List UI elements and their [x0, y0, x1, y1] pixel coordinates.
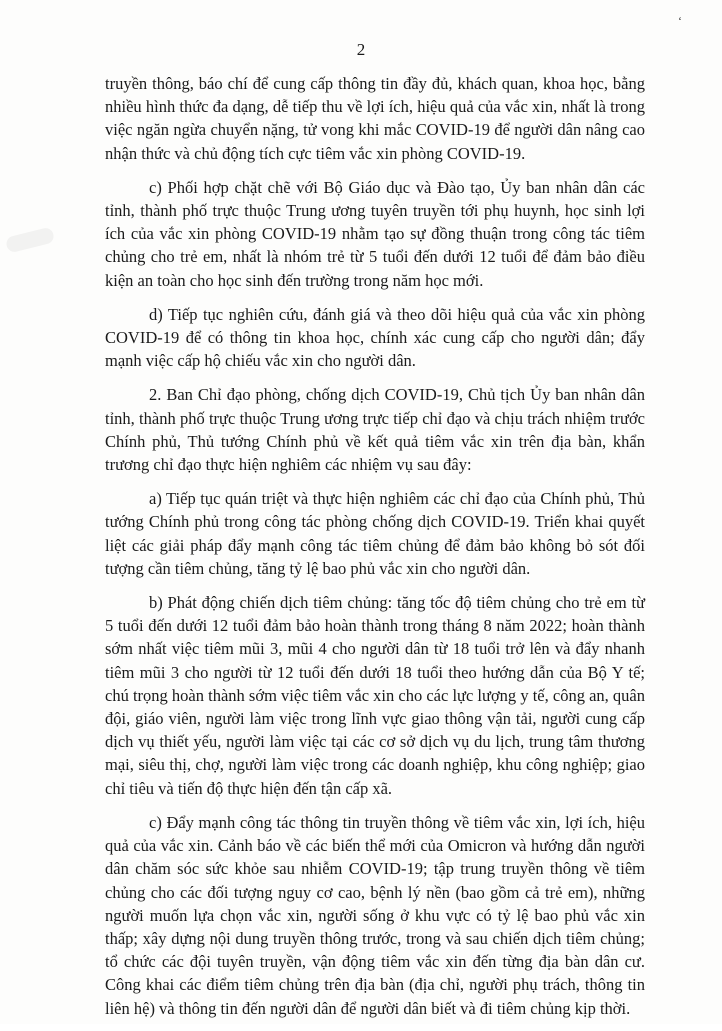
document-body	[105, 72, 645, 1031]
paragraph-item-a-directives: a) Tiếp tục quán triệt và thực hiện nghiêm các chỉ đạo của Chính phủ, Thủ tướng Chính phủ trong công tác phòng chống dịch COVID-19. Triển khai quyết liệt các giải pháp đẩy mạnh công tác tiêm chủng để đảm bảo không bỏ sót đối tượng cần tiêm chủng, tăng tỷ lệ bao phủ vắc xin cho người dân.	[105, 489, 645, 578]
paragraph-section-2: 2. Ban Chỉ đạo phòng, chống dịch COVID-19, Chủ tịch Ủy ban nhân dân tỉnh, thành phố trực thuộc Trung ương trực tiếp chỉ đạo và chịu trách nhiệm trước Chính phủ, Thủ tướng Chính phủ về kết quả tiêm vắc xin trên địa bàn, khẩn trương chỉ đạo thực hiện nghiêm các nhiệm vụ sau đây:	[105, 385, 645, 475]
paragraph-item-b-campaign: b) Phát động chiến dịch tiêm chủng: tăng tốc độ tiêm chủng cho trẻ em từ 5 tuổi đến dưới 12 tuổi đảm bảo hoàn thành trong tháng 8 năm 2022; hoàn thành sớm nhất việc tiêm mũi 3, mũi 4 cho người dân từ 18 tuổi trở lên và đẩy nhanh tiêm mũi 3 cho người từ 12 tuổi đến dưới 18 tuổi theo hướng dẫn của Bộ Y tế; chú trọng hoàn thành sớm việc tiêm vắc xin cho các lực lượng y tế, công an, quân đội, giáo viên, người làm việc trong lĩnh vực giao thông vận tải, người cung cấp dịch vụ thiết yếu, người làm việc tại các cơ sở dịch vụ du lịch, trung tâm thương mại, siêu thị, chợ, người làm việc trong các doanh nghiệp, khu công nghiệp; giao chỉ tiêu và tiến độ thực hiện đến tận cấp xã.	[105, 593, 645, 798]
paragraph-item-c-education: c) Phối hợp chặt chẽ với Bộ Giáo dục và Đào tạo, Ủy ban nhân dân các tỉnh, thành phố trực thuộc Trung ương tuyên truyền tới phụ huynh, học sinh lợi ích của vắc xin phòng COVID-19 nhằm tạo sự đồng thuận trong công tác tiêm chủng cho trẻ em, nhất là nhóm trẻ từ 5 tuổi đến dưới 12 tuổi để đảm bảo điều kiện an toàn cho học sinh đến trường trong năm học mới.	[105, 177, 645, 290]
page-number: 2	[356, 40, 366, 59]
paragraph-item-d-research: d) Tiếp tục nghiên cứu, đánh giá và theo dõi hiệu quả của vắc xin phòng COVID-19 để có thông tin khoa học, chính xác cung cấp cho người dân; đẩy mạnh việc cấp hộ chiếu vắc xin cho người dân.	[105, 304, 645, 371]
paragraph-item-c-communication: c) Đẩy mạnh công tác thông tin truyền thông về tiêm vắc xin, lợi ích, hiệu quả của vắc xin. Cảnh báo về các biến thể mới của Omicron và hướng dẫn người dân chăm sóc sức khỏe sau nhiễm COVID-19; tập trung truyền thông về tiêm chủng cho các đối tượng nguy cơ cao, bệnh lý nền (bao gồm cả trẻ em), những người muốn lựa chọn vắc xin, người sống ở khu vực có tỷ lệ bao phủ vắc xin thấp; xây dựng nội dung truyền thông trước, trong và sau chiến dịch tiêm chủng; tổ chức các đội tuyên truyền, vận động tiêm vắc xin đến từng địa bàn dân cư. Công khai các điểm tiêm chủng trên địa bàn (địa chỉ, người phụ trách, thông tin liên hệ) và thông tin đến người dân để người dân biết và đi tiêm chủng kịp thời.	[105, 812, 645, 1018]
scan-smudge	[5, 226, 55, 253]
paragraph-continuation: truyền thông, báo chí để cung cấp thông tin đầy đủ, khách quan, khoa học, bằng nhiều hình thức đa dạng, dễ tiếp thu về lợi ích, hiệu quả của vắc xin, nhất là trong việc ngăn ngừa chuyển nặng, tử vong khi mắc COVID-19 để người dân nâng cao nhận thức và chủ động tích cực tiêm vắc xin phòng COVID-19.	[105, 74, 645, 163]
corner-mark: ʻ	[678, 14, 682, 28]
